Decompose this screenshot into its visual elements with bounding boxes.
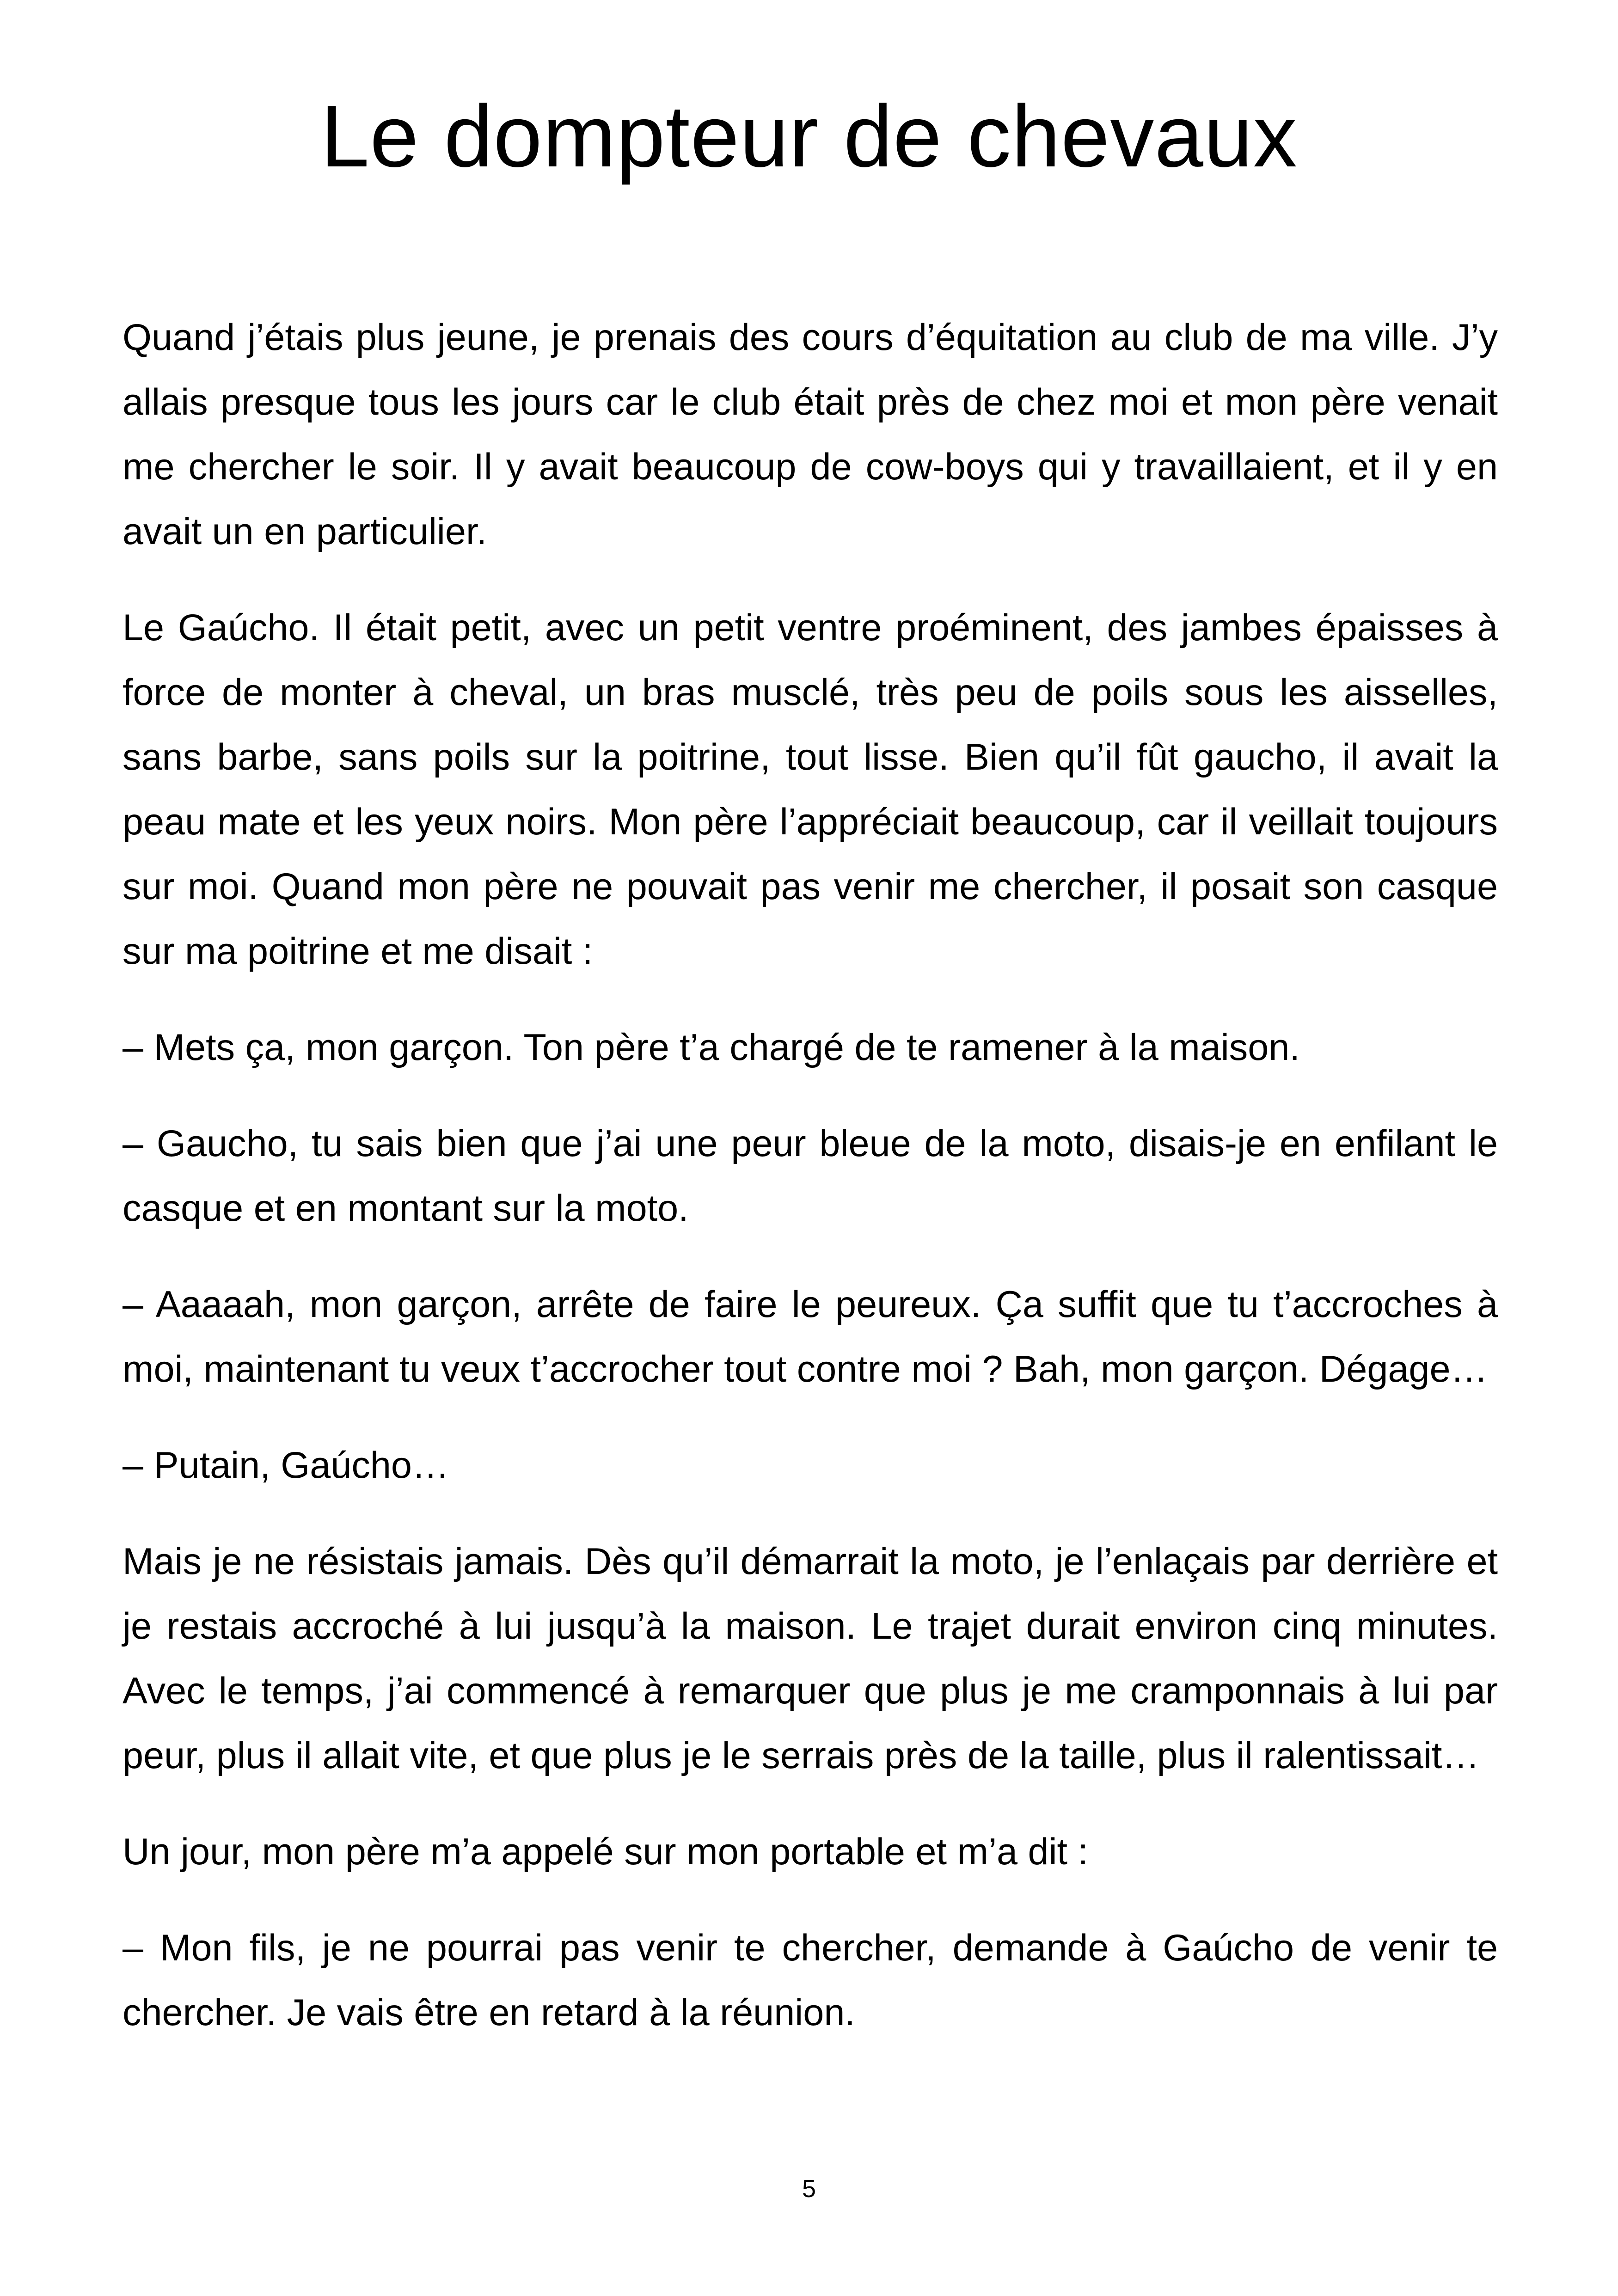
paragraph: Mais je ne résistais jamais. Dès qu’il démarrait la moto, je l’enlaçais par derrière et je restais accroché à lui jusqu’à la maison. Le trajet durait environ cinq minutes. Avec le temps, j’ai commencé à remarquer que plus je me cramponnais à lui par peur, plus il allait vite, et que plus je le serrais près de la taille, plus il ralentissait… bbox=[123, 1541, 1498, 1776]
paragraph: Quand j’étais plus jeune, je prenais des cours d’équitation au club de ma ville. J’y allais presque tous les jours car le club était près de chez moi et mon père venait me chercher le soir. Il y avait beaucoup de cow-boys qui y travaillaient, et il y en avait un en particulier. bbox=[123, 317, 1498, 552]
dialogue-line: – Mon fils, je ne pourrai pas venir te chercher, demande à Gaúcho de venir te chercher. Je vais être en retard à la réunion. bbox=[123, 1927, 1498, 2033]
dialogue-line: – Putain, Gaúcho… bbox=[123, 1445, 449, 1486]
dialogue-line: – Gaucho, tu sais bien que j’ai une peur bleue de la moto, disais-je en enfilant le casque et en montant sur la moto. bbox=[123, 1123, 1498, 1229]
dialogue-line: – Mets ça, mon garçon. Ton père t’a chargé de te ramener à la maison. bbox=[123, 1027, 1300, 1068]
body-text bbox=[123, 305, 1498, 2076]
paragraph: Le Gaúcho. Il était petit, avec un petit ventre proéminent, des jambes épaisses à force de monter à cheval, un bras musclé, très peu de poils sous les aisselles, sans barbe, sans poils sur la poitrine, tout lisse. Bien qu’il fût gaucho, il avait la peau mate et les yeux noirs. Mon père l’appréciait beaucoup, car il veillait toujours sur moi. Quand mon père ne pouvait pas venir me chercher, il posait son casque sur ma poitrine et me disait : bbox=[123, 607, 1498, 972]
page-title: Le dompteur de chevaux bbox=[320, 87, 1298, 185]
page-number: 5 bbox=[802, 2175, 816, 2203]
paragraph: Un jour, mon père m’a appelé sur mon portable et m’a dit : bbox=[123, 1831, 1089, 1873]
dialogue-line: – Aaaaah, mon garçon, arrête de faire le peureux. Ça suffit que tu t’accroches à moi, maintenant tu veux t’accrocher tout contre moi ? Bah, mon garçon. Dégage… bbox=[123, 1284, 1498, 1390]
